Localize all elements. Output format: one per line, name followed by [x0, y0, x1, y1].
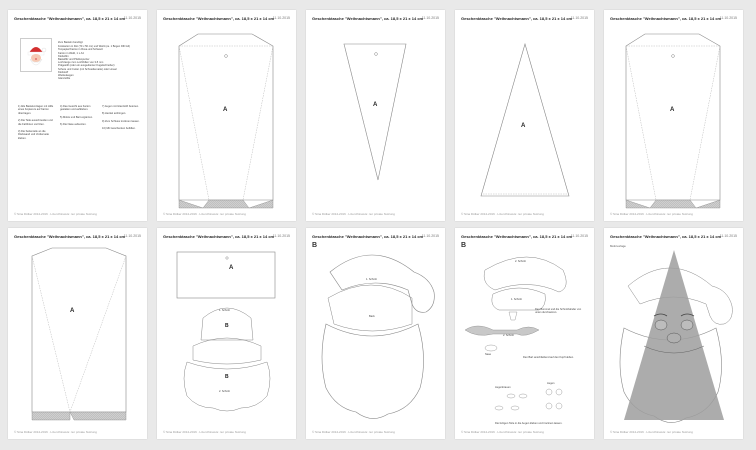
page-date: 11.10.2015 — [421, 234, 439, 238]
eyes-label: Augen — [547, 382, 555, 385]
nose-label: Nase — [485, 353, 492, 356]
step-item: 4) Das Gesicht aus Karton gestalten und aufkleben. — [60, 105, 91, 112]
material-item: Klebefilm — [58, 54, 69, 58]
page-date: 11.10.2015 — [421, 16, 439, 20]
material-item: Lochzange zum Lochfüllen von 3-5 mm — [58, 61, 104, 65]
page-10-motif — [604, 228, 743, 439]
part-label-a: A — [223, 107, 228, 113]
assembly-note: Den Bart anschließend auf den Kopf kleben. — [523, 356, 574, 359]
cut-label-2: 2. Schnitt — [503, 334, 514, 337]
step-item: 8) Henkel anbringen. — [102, 112, 127, 116]
page-footer: © Sina Dölker 2014-2016 · Lizenzhinweis: nur private Nutzung — [610, 212, 693, 216]
santa-thumbnail — [20, 38, 52, 72]
part-label-a: A — [229, 265, 234, 271]
page-date: 11.10.2015 — [272, 234, 290, 238]
step-item: 1) Alle Bastelvorlagen mit Hilfe eines Kopierers auf Karton übertragen. — [18, 105, 54, 115]
part-label-a: A — [521, 123, 526, 129]
step-item: 5) Mütze und Bart ergänzen. — [60, 115, 93, 119]
pattern-a-template — [604, 10, 743, 221]
cut-label-2: 2. Schnitt — [515, 260, 526, 263]
assembly-note: Den Bommel und die Schnürbänder von unten durchsetzen. — [535, 308, 582, 315]
page-footer: © Sina Dölker 2014-2016 · Lizenzhinweis: nur private Nutzung — [461, 430, 544, 434]
page-date: 11.10.2015 — [570, 234, 588, 238]
motif-caption: Motivvorlage — [610, 244, 626, 248]
page-6-pattern-a — [8, 228, 147, 439]
page-header: Geschenktasche "Weihnachtsmann", ca. 18,5 x 21 x 14 cm — [610, 16, 722, 21]
part-label-a: A — [373, 102, 378, 108]
material-item: Klebstoff — [58, 70, 69, 74]
step-item: 6) Die Nase aufsetzen. — [60, 123, 87, 127]
santa-thumbnail-icon — [21, 39, 51, 71]
page-date: 11.10.2015 — [719, 16, 737, 20]
step-item: 3) Die Seitenteile an die Rückwand und Vorderseite kleben. — [18, 130, 49, 140]
page-4-pattern-a — [455, 10, 594, 221]
face-template — [157, 228, 296, 439]
part-label-b: B — [461, 242, 467, 249]
materials-intro: Zum Basteln benötigt: — [58, 41, 84, 44]
page-date: 11.10.2015 — [123, 16, 141, 20]
part-label-a: A — [70, 308, 75, 314]
page-5-pattern-a — [604, 10, 743, 221]
material-item: Karton in Weiß, 1 x A4 — [58, 51, 84, 55]
page-header: Geschenktasche "Weihnachtsmann", ca. 18,5 x 21 x 14 cm — [14, 16, 126, 21]
part-label-b: B — [225, 323, 229, 329]
page-header: Geschenktasche "Weihnachtsmann", ca. 18,5 x 21 x 14 cm — [610, 234, 722, 239]
page-9-small-parts — [455, 228, 594, 439]
page-header: Geschenktasche "Weihnachtsmann", ca. 18,5 x 21 x 14 cm — [163, 16, 275, 21]
cut-label-2: 2. Schnitt — [219, 390, 230, 393]
material-item: Prägestift (oder ein ausgedienter Kugelschreiber) — [58, 64, 115, 68]
cut-label-1: 1. Schnitt — [511, 298, 522, 301]
material-item: Glanzstifte — [58, 77, 71, 81]
page-8-santa-face-b — [306, 228, 445, 439]
part-label-a: A — [670, 107, 675, 113]
eyebrows-label: Augenbrauen — [495, 386, 511, 389]
page-3-pattern-a — [306, 10, 445, 221]
page-1-instructions — [8, 10, 147, 221]
santa-motif-overlay — [604, 228, 743, 439]
page-date: 11.10.2015 — [719, 234, 737, 238]
page-footer: © Sina Dölker 2014-2016 · Lizenzhinweis: nur private Nutzung — [610, 430, 693, 434]
page-7-pattern-a-b — [157, 228, 296, 439]
page-2-pattern-a — [157, 10, 296, 221]
material-item: Bastelfilz und Pfeifenputzer — [58, 58, 90, 62]
page-header: Geschenktasche "Weihnachtsmann", ca. 18,5 x 21 x 14 cm — [312, 16, 424, 21]
step-item: 9) Zum Schluss trocknen lassen. — [102, 119, 140, 123]
pattern-a-template — [455, 10, 594, 221]
step-item: 10) Mit Geschenken befüllen. — [102, 127, 136, 131]
pattern-a-template — [157, 10, 296, 221]
pattern-a-template — [8, 228, 147, 439]
page-header: Geschenktasche "Weihnachtsmann", ca. 18,5 x 21 x 14 cm — [14, 234, 126, 239]
page-header: Geschenktasche "Weihnachtsmann", ca. 18,5 x 21 x 14 cm — [461, 234, 573, 239]
page-date: 11.10.2015 — [272, 16, 290, 20]
pattern-a-template — [306, 10, 445, 221]
part-label-b: B — [312, 242, 318, 249]
material-item: Wackelaugen — [58, 74, 74, 78]
cut-label-1: 1. Schnitt — [219, 309, 230, 312]
page-footer: © Sina Dölker 2014-2016 · Lizenzhinweis: nur private Nutzung — [312, 212, 395, 216]
page-footer: © Sina Dölker 2014-2016 · Lizenzhinweis: nur private Nutzung — [14, 430, 97, 434]
material-item: Fotokarton in Rot (70 x 50 cm) und Weiß (ca. 1 Bogen DIN A4) — [58, 45, 131, 49]
page-header: Geschenktasche "Weihnachtsmann", ca. 18,5 x 21 x 14 cm — [461, 16, 573, 21]
page-header: Geschenktasche "Weihnachtsmann", ca. 18,5 x 21 x 14 cm — [312, 234, 424, 239]
cut-label-1: 1. Schnitt — [366, 278, 377, 281]
back-label: Back — [369, 315, 375, 318]
assembly-note: Die fertigen Teile in die Augen kleben und trocknen lassen. — [495, 422, 563, 425]
page-date: 11.10.2015 — [570, 16, 588, 20]
steps-column-1 — [18, 105, 56, 140]
page-footer: © Sina Dölker 2014-2016 · Lizenzhinweis: nur private Nutzung — [163, 430, 246, 434]
page-header: Geschenktasche "Weihnachtsmann", ca. 18,5 x 21 x 14 cm — [163, 234, 275, 239]
steps-column-2 — [60, 105, 98, 127]
part-label-b: B — [225, 374, 229, 380]
santa-face-template — [306, 228, 445, 439]
page-footer: © Sina Dölker 2014-2016 · Lizenzhinweis: nur private Nutzung — [14, 212, 97, 216]
page-date: 11.10.2015 — [123, 234, 141, 238]
step-item: 7) Augen mit Glanzstift betonen. — [102, 105, 139, 108]
material-item: Tonpapier/Karton in Rosa und Schwarz — [58, 48, 103, 52]
step-item: 2) Die Teile ausschneiden und die Falzlinien vorritzen. — [18, 119, 53, 126]
page-footer: © Sina Dölker 2014-2016 · Lizenzhinweis: nur private Nutzung — [163, 212, 246, 216]
page-footer: © Sina Dölker 2014-2016 · Lizenzhinweis: nur private Nutzung — [461, 212, 544, 216]
material-item: Schere und Cutter (mit Schneidematte) oder Lineal — [58, 67, 117, 71]
page-footer: © Sina Dölker 2014-2016 · Lizenzhinweis: nur private Nutzung — [312, 430, 395, 434]
materials-list — [58, 41, 140, 80]
steps-column-3 — [102, 105, 140, 131]
